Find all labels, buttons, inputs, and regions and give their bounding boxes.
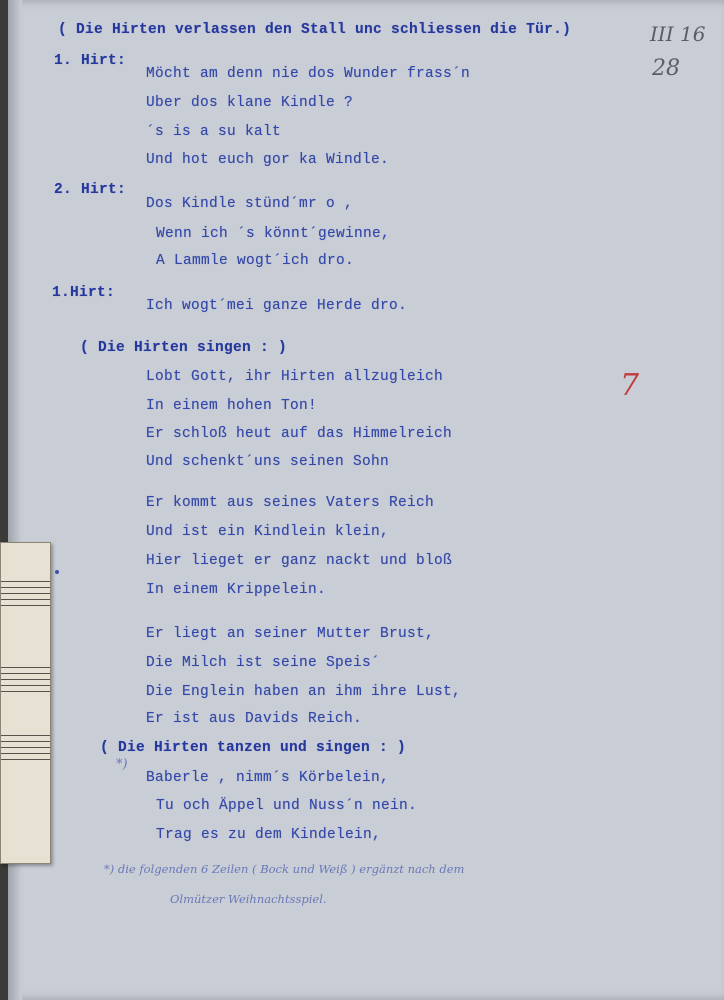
verse-line: Wenn ich ´s könnt´gewinne, xyxy=(156,226,391,242)
song-line: Die Milch ist seine Speis´ xyxy=(146,655,381,671)
dance-line: Tu och Äppel und Nuss´n nein. xyxy=(156,798,418,814)
song-line: Und ist ein Kindlein klein, xyxy=(146,524,390,540)
ink-dot xyxy=(55,570,59,574)
dance-line: Trag es zu dem Kindelein, xyxy=(156,827,382,843)
song-line: Lobt Gott, ihr Hirten allzugleich xyxy=(146,369,444,385)
red-mark: 7 xyxy=(620,368,640,403)
verse-line: Und hot euch gor ka Windle. xyxy=(146,152,390,168)
folio-mark: III 16 xyxy=(650,22,706,46)
song-line: Er schloß heut auf das Himmelreich xyxy=(146,426,453,442)
verse-line: Ich wogt´mei ganze Herde dro. xyxy=(146,298,408,314)
footnote-marker: *) xyxy=(116,757,128,772)
verse-line: Möcht am denn nie dos Wunder frass´n xyxy=(146,66,471,82)
song-line: Er kommt aus seines Vaters Reich xyxy=(146,495,435,511)
dance-line: Baberle , nimm´s Körbelein, xyxy=(146,770,390,786)
speaker-label-1: 1. Hirt: xyxy=(54,53,127,69)
stage-direction-2: ( Die Hirten singen : ) xyxy=(80,340,288,356)
verse-line: Dos Kindle stünd´mr o , xyxy=(146,196,354,212)
verse-line: ´s is a su kalt xyxy=(146,124,282,140)
song-line: In einem Krippelein. xyxy=(146,582,327,598)
song-line: Und schenkt´uns seinen Sohn xyxy=(146,454,390,470)
song-line: Er ist aus Davids Reich. xyxy=(146,711,363,727)
page-number: 28 xyxy=(652,56,680,81)
handwritten-footnote-line-2: Olmützer Weihnachtsspiel. xyxy=(170,892,327,906)
stage-direction-1: ( Die Hirten verlassen den Stall unc schliessen die Tür.) xyxy=(58,22,572,38)
music-staff-strip xyxy=(0,542,51,864)
verse-line: Uber dos klane Kindle ? xyxy=(146,95,354,111)
song-line: Hier lieget er ganz nackt und bloß xyxy=(146,553,453,569)
song-line: Er liegt an seiner Mutter Brust, xyxy=(146,626,435,642)
handwritten-footnote-line-1: *) die folgenden 6 Zeilen ( Bock und Weiß ) ergänzt nach dem xyxy=(104,862,465,876)
verse-line: A Lammle wogt´ich dro. xyxy=(156,253,355,269)
song-line: Die Englein haben an ihm ihre Lust, xyxy=(146,684,462,700)
stage-direction-3: ( Die Hirten tanzen und singen : ) xyxy=(100,740,407,756)
speaker-label-3: 1.Hirt: xyxy=(52,285,116,301)
song-line: In einem hohen Ton! xyxy=(146,398,318,414)
speaker-label-2: 2. Hirt: xyxy=(54,182,127,198)
